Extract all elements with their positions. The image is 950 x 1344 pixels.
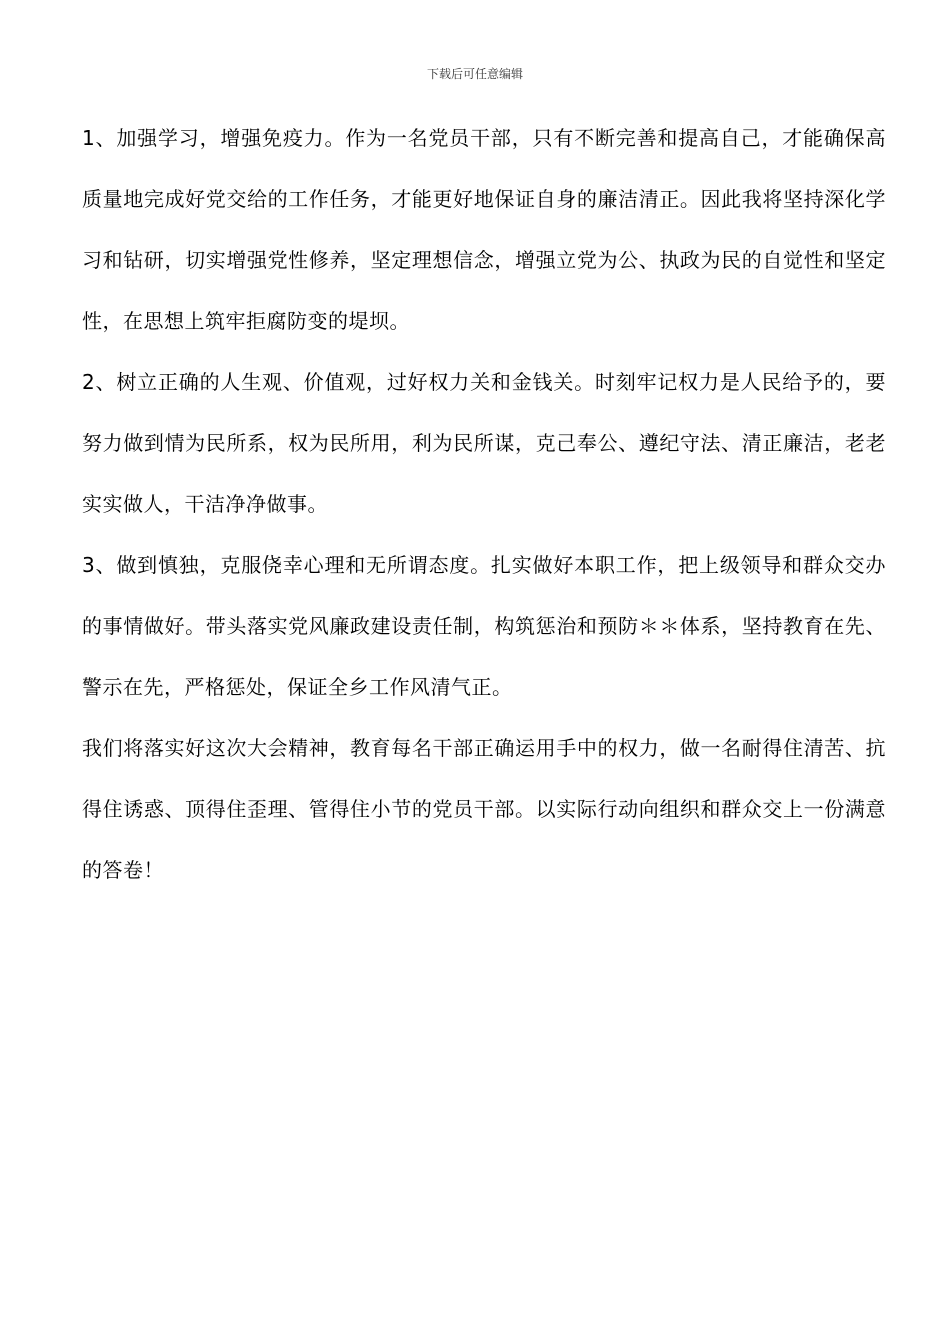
header-note: 下载后可任意编辑 bbox=[426, 67, 523, 81]
paragraph-4: 我们将落实好这次大会精神，教育每名干部正确运用手中的权力，做一名耐得住清苦、抗得住诱惑、顶得住歪理、管得住小节的党员干部。以实际行动向组织和群众交上一份满意的答卷！ bbox=[82, 736, 886, 882]
paragraph-1: 1、加强学习，增强免疫力。作为一名党员干部，只有不断完善和提高自己，才能确保高质量地完成好党交给的工作任务，才能更好地保证自身的廉洁清正。因此我将坚持深化学习和钻研，切实增强党性修养，坚定理想信念，增强立党为公、执政为民的自觉性和坚定性，在思想上筑牢拒腐防变的堤坝。 bbox=[82, 126, 886, 333]
paragraph-3: 3、做到慎独，克服侥幸心理和无所谓态度。扎实做好本职工作，把上级领导和群众交办的事情做好。带头落实党风廉政建设责任制，构筑惩治和预防＊＊体系，坚持教育在先、警示在先，严格惩处，保证全乡工作风清气正。 bbox=[82, 553, 886, 699]
document-body bbox=[82, 108, 886, 901]
paragraph-2: 2、树立正确的人生观、价值观，过好权力关和金钱关。时刻牢记权力是人民给予的，要努力做到情为民所系，权为民所用，利为民所谋，克己奉公、遵纪守法、清正廉洁，老老实实做人，干洁净净做事。 bbox=[82, 370, 886, 516]
